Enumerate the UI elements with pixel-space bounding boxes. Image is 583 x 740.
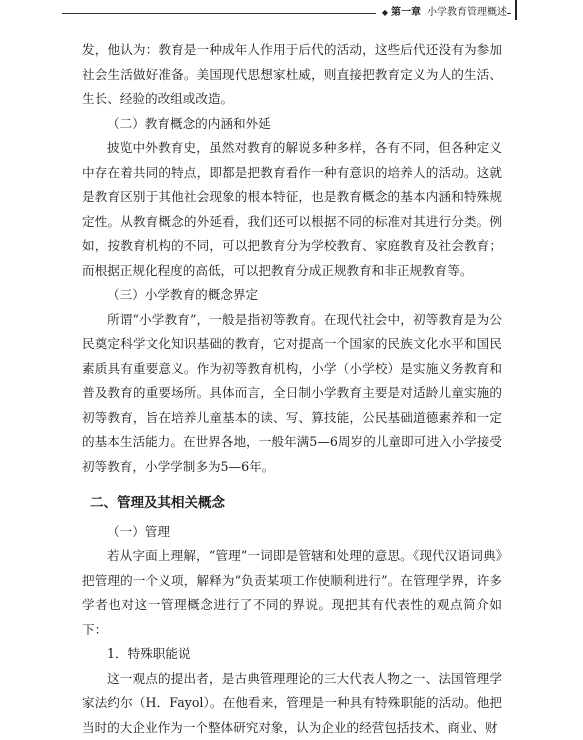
subheading-management: （一）管理 — [82, 520, 502, 545]
header-text — [376, 4, 507, 22]
diamond-icon: ◆ — [382, 8, 388, 17]
paragraph-1: 发，他认为：教育是一种成年人作用于后代的活动，这些后代还没有为参加社会生活做好准备。美国现代思想家杜威，则直接把教育定义为人的生活、生长、经验的改组或改造。 — [82, 38, 502, 112]
paragraph-4: 若从字面上理解，“管理”一词即是管辖和处理的意思。《现代汉语词典》把管理的一个义项，解释为“负责某项工作使顺利进行”。在管理学界，许多学者也对这一管理概念进行了不同的界说。现把其有代表性的观点简介如下： — [82, 544, 502, 642]
section-heading: 二、管理及其相关概念 — [82, 491, 502, 516]
chapter-label: 第一章 — [391, 7, 421, 18]
page-body — [82, 38, 502, 740]
running-header — [0, 0, 583, 22]
subheading-2: （二）教育概念的内涵和外延 — [82, 112, 502, 137]
item-heading-1: 1．特殊职能说 — [82, 642, 502, 667]
subheading-3: （三）小学教育的概念界定 — [82, 283, 502, 308]
header-bar — [515, 0, 517, 20]
paragraph-5: 这一观点的提出者，是古典管理理论的三大代表人物之一、法国管理学家法约尔（H．Fayol）。在他看来，管理是一种具有特殊职能的活动。他把当时的大企业作为一个整体研究对象，认为企业的经营包括技术、商业、财 — [82, 667, 502, 740]
chapter-title: 小学教育管理概述 — [427, 7, 507, 18]
paragraph-2: 披览中外教育史，虽然对教育的解说多种多样，各有不同，但各种定义中存在着共同的特点，即都是把教育看作一种有意识的培养人的活动。这就是教育区别于其他社会现象的根本特征，也是教育概念的基本内涵和特殊规定性。从教育概念的外延看，我们还可以根据不同的标准对其进行分类。例如，按教育机构的不同，可以把教育分为学校教育、家庭教育及社会教育；而根据正规化程度的高低，可以把教育分成正规教育和非正规教育等。 — [82, 136, 502, 283]
paragraph-3: 所谓“小学教育”，一般是指初等教育。在现代社会中，初等教育是为公民奠定科学文化知识基础的教育，它对提高一个国家的民族文化水平和国民素质具有重要意义。作为初等教育机构，小学（小学校）是实施义务教育和普及教育的重要场所。具体而言，全日制小学教育主要是对适龄儿童实施的初等教育，旨在培养儿童基本的读、写、算技能，公民基础道德素养和一定的基本生活能力。在世界各地，一般年满5—6周岁的儿童即可进入小学接受初等教育，小学学制多为5—6年。 — [82, 308, 502, 480]
